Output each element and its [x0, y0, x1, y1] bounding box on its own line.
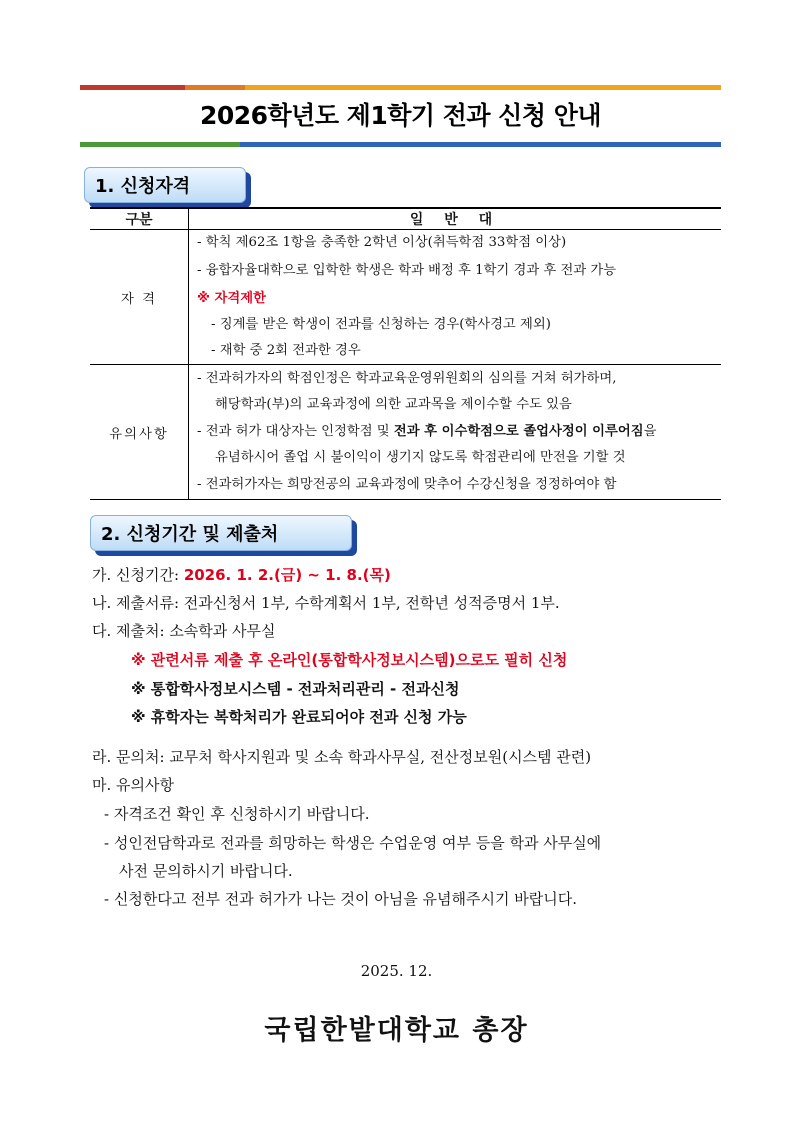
caution-item-continued: 사전 문의하시기 바랍니다. [119, 862, 293, 880]
bar-segment [240, 142, 400, 147]
header-general: 일 반 대 [189, 208, 722, 230]
table-header-row [90, 208, 721, 230]
row-label-cautions: 유의사항 [90, 365, 189, 500]
caution-line [189, 419, 721, 446]
bar-segment [185, 85, 245, 90]
heading-label: 1. 신청자격 [84, 167, 246, 203]
leave-notice: ※ 휴학자는 복학처리가 완료되어야 전과 신청 가능 [131, 708, 467, 726]
page-title: 2026학년도 제1학기 전과 신청 안내 [199, 101, 602, 130]
row-content-cautions [189, 365, 722, 500]
cautions-heading: 마. 유의사항 [92, 776, 174, 794]
caution-emphasis: 전과 후 이수학점으로 졸업사정이 이루어짐 [393, 423, 644, 439]
document-date: 2025. 12. [360, 962, 433, 980]
header-category: 구분 [90, 208, 189, 230]
row-content-eligibility [189, 230, 722, 365]
bar-segment [560, 142, 721, 147]
restriction-line: - 징계를 받은 학생이 전과를 신청하는 경우(학사경고 제외) [211, 317, 551, 332]
contact-info: 라. 문의처: 교무처 학사지원과 및 소속 학과사무실, 전산정보원(시스템 관련) [92, 748, 592, 766]
caution-line: - 전과허가자는 희망전공의 교육과정에 맞추어 수강신청을 정정하여야 함 [197, 476, 617, 492]
application-period [92, 564, 391, 585]
period-label: 가. 신청기간: [92, 566, 184, 584]
section-2-heading [90, 515, 352, 551]
restriction-line: - 재학 중 2회 전과한 경우 [211, 343, 361, 358]
table-row-eligibility [90, 230, 721, 365]
table-row-cautions [90, 365, 721, 500]
required-documents: 나. 제출서류: 전과신청서 1부, 수학계획서 1부, 전학년 성적증명서 1부. [92, 594, 560, 612]
eligibility-table [90, 207, 721, 500]
online-notice: ※ 관련서류 제출 후 온라인(통합학사정보시스템)으로도 필히 신청 [131, 651, 568, 669]
caution-line: 유념하시어 졸업 시 불이익이 생기지 않도록 학점관리에 만전을 기할 것 [215, 450, 626, 466]
caution-line: 해당학과(부)의 교육과정에 의한 교과목을 제이수할 수도 있음 [215, 397, 572, 413]
caution-item: - 성인전담학과로 전과를 희망하는 학생은 수업운영 여부 등을 학과 사무실에 [104, 834, 602, 852]
bar-segment [545, 85, 721, 90]
heading-label: 2. 신청기간 및 제출처 [90, 515, 352, 551]
eligibility-line: - 학칙 제62조 1항을 충족한 2학년 이상(취득학점 33학점 이상) [197, 235, 567, 250]
bar-segment [80, 85, 185, 90]
section-1-heading [84, 167, 246, 203]
caution-text: 을 [643, 423, 657, 439]
eligibility-line: - 융합자율대학으로 입학한 학생은 학과 배정 후 1학기 경과 후 전과 가능 [197, 263, 617, 278]
submission-place: 다. 제출처: 소속학과 사무실 [92, 622, 276, 640]
title-top-bar [80, 85, 721, 90]
restriction-heading: ※ 자격제한 [197, 291, 266, 306]
bar-segment [245, 85, 545, 90]
title-bottom-bar [80, 142, 721, 147]
caution-item: - 신청한다고 전부 전과 허가가 나는 것이 아님을 유념해주시기 바랍니다. [104, 890, 577, 908]
bar-segment [80, 142, 240, 147]
row-label-eligibility: 자 격 [90, 230, 189, 365]
bar-segment [400, 142, 560, 147]
system-path-notice: ※ 통합학사정보시스템 - 전과처리관리 - 전과신청 [131, 680, 460, 698]
caution-item: - 자격조건 확인 후 신청하시기 바랍니다. [104, 805, 370, 823]
signature: 국립한밭대학교 총장 [264, 1015, 529, 1046]
period-value: 2026. 1. 2.(금) ~ 1. 8.(목) [183, 566, 391, 584]
caution-text: - 전과 허가 대상자는 인정학점 및 [197, 423, 394, 439]
caution-line: - 전과허가자의 학점인정은 학과교육운영위원회의 심의를 거쳐 허가하며, [197, 370, 617, 386]
